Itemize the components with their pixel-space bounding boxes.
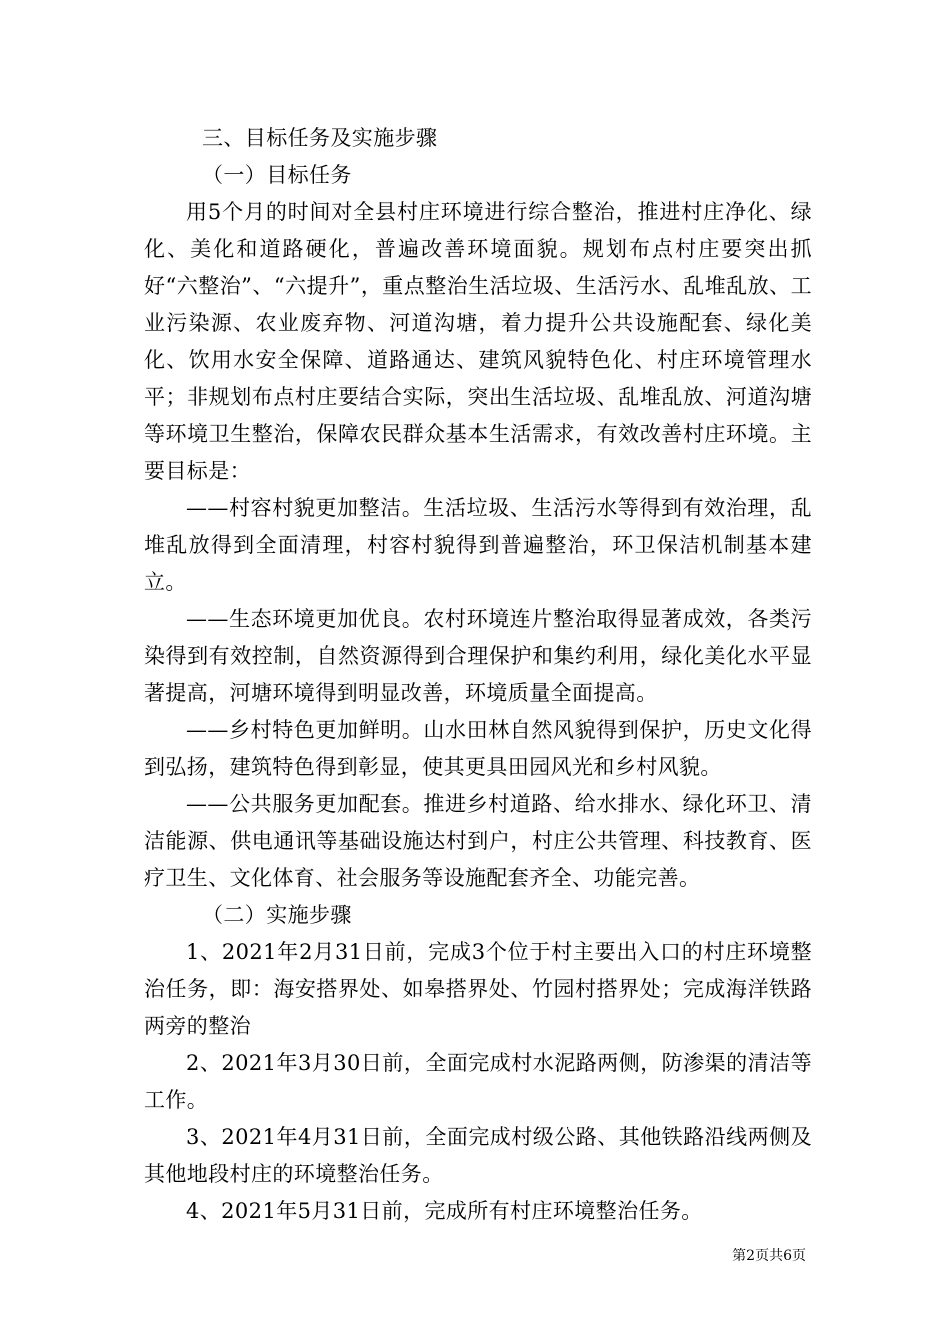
step-item: 4、2021年5月31日前，完成所有村庄环境整治任务。 [186, 1199, 703, 1223]
section2-title: （二）实施步骤 [202, 903, 352, 927]
section-heading: 三、目标任务及实施步骤 [202, 126, 438, 150]
document-body [144, 120, 812, 1230]
page-number: 第2页共6页 [732, 1248, 806, 1264]
goal-item: ——生态环境更加优良。农村环境连片整治取得显著成效，各类污染得到有效控制，自然资源得到合理保护和集约利用，绿化美化水平显著提高，河塘环境得到明显改善，环境质量全面提高。 [144, 607, 812, 705]
goal-item: ——公共服务更加配套。推进乡村道路、给水排水、绿化环卫、清洁能源、供电通讯等基础设施达村到户，村庄公共管理、科技教育、医疗卫生、文化体育、社会服务等设施配套齐全、功能完善。 [144, 792, 812, 890]
goal-item: ——乡村特色更加鲜明。山水田林自然风貌得到保护，历史文化得到弘扬，建筑特色得到彰显，使其更具田园风光和乡村风貌。 [144, 718, 812, 779]
section1-body: 用5个月的时间对全县村庄环境进行综合整治，推进村庄净化、绿化、美化和道路硬化，普遍改善环境面貌。规划布点村庄要突出抓好“六整治”、“六提升”，重点整治生活垃圾、生活污水、乱堆乱放、工业污染源、农业废弃物、河道沟塘，着力提升公共设施配套、绿化美化、饮用水安全保障、道路通达、建筑风貌特色化、村庄环境管理水平；非规划布点村庄要结合实际，突出生活垃圾、乱堆乱放、河道沟塘等环境卫生整治，保障农民群众基本生活需求，有效改善村庄环境。主要目标是： [144, 200, 812, 483]
step-item: 3、2021年4月31日前，全面完成村级公路、其他铁路沿线两侧及其他地段村庄的环境整治任务。 [144, 1125, 812, 1186]
section1-title: （一）目标任务 [202, 163, 352, 187]
goal-item: ——村容村貌更加整洁。生活垃圾、生活污水等得到有效治理，乱堆乱放得到全面清理，村容村貌得到普遍整治，环卫保洁机制基本建立。 [144, 496, 812, 594]
step-item: 1、2021年2月31日前，完成3个位于村主要出入口的村庄环境整治任务，即：海安搭界处、如皋搭界处、竹园村搭界处；完成海洋铁路两旁的整治 [144, 940, 812, 1038]
step-item: 2、2021年3月30日前，全面完成村水泥路两侧，防渗渠的清洁等工作。 [144, 1051, 812, 1112]
